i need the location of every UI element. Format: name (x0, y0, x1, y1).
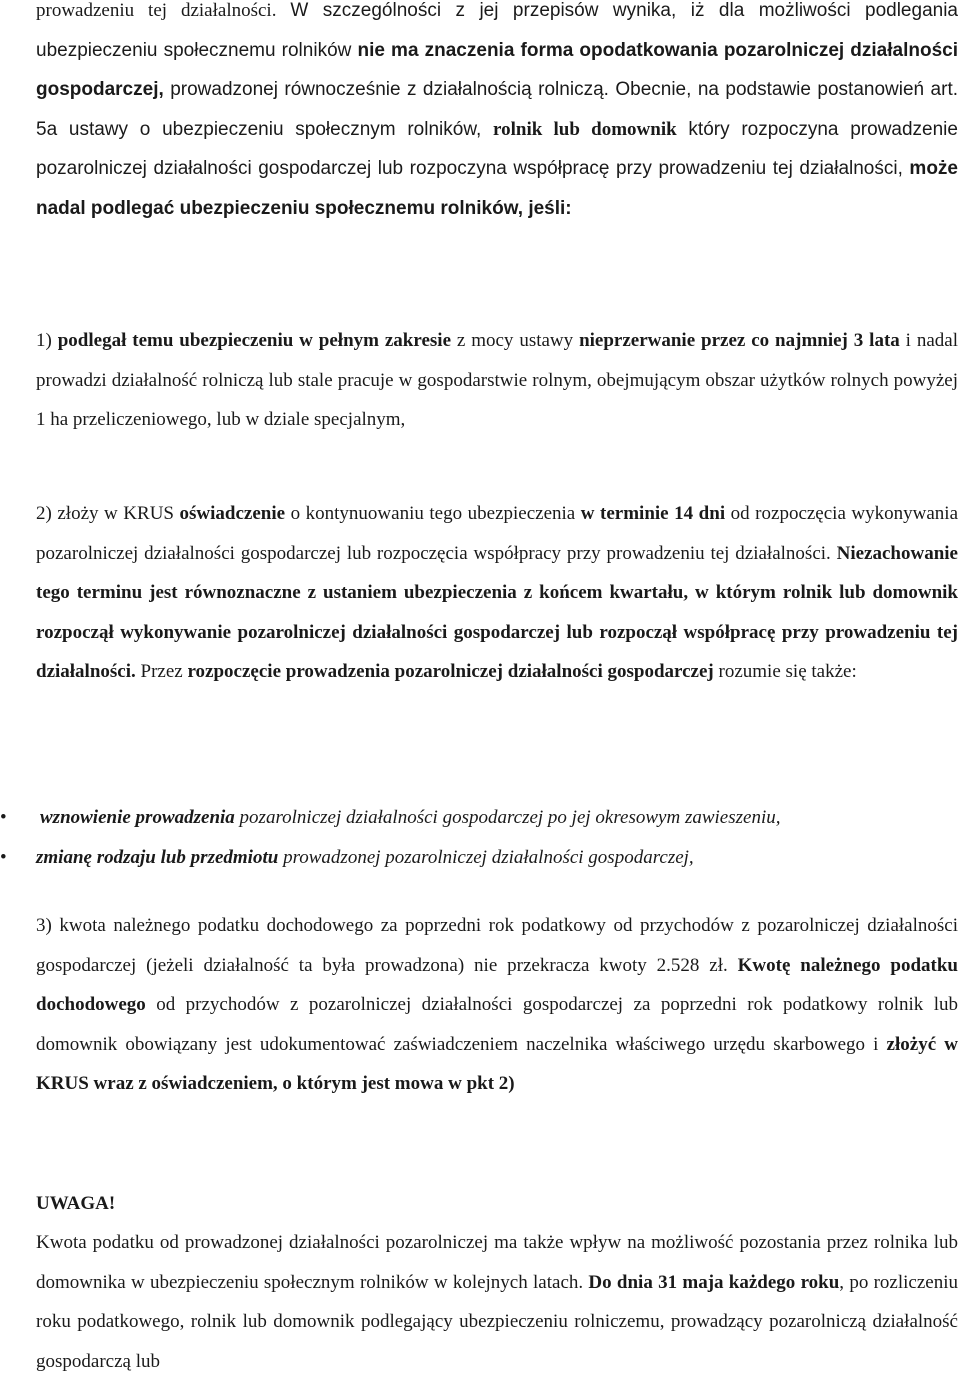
text-span-bold: Niezachowanie tego terminu jest równoznaczne z ustaniem ubezpieczenia z końcem kwartału, w którym rolnik lub domownik rozpoczął wykonywanie pozarolniczej działalności gospodarczej lub rozpoczął współpracę przy prowadzeniu tej działalności. (36, 542, 958, 682)
text-span-bold: podlegał temu ubezpieczeniu w pełnym zakresie (57, 330, 451, 351)
text-span: od rozpoczęcia wykonywania pozarolniczej działalności gospodarczej lub rozpoczęcia współpracy przy prowadzeniu tej działalności. (36, 503, 959, 564)
text-span-bold: UWAGA! (36, 1193, 116, 1214)
text-span-bold-italic: wznowienie prowadzenia (40, 807, 235, 828)
text-span-bold-italic: zmianę rodzaju lub przedmiotu (36, 846, 279, 868)
text-span-bold: złożyć w KRUS wraz z oświadczeniem, o którym jest mowa w pkt 2) (36, 1033, 958, 1094)
text-span: od przychodów z pozarolniczej działalności gospodarczej za poprzedni rok podatkowy rolnik lub domownik obowiązany jest udokumentować zaświadczeniem naczelnika właściwego urzędu skarbowego i (36, 994, 958, 1055)
text-span-bold: Kwotę należnego podatku dochodowego (36, 954, 958, 1015)
text-span-italic: prowadzonej pozarolniczej działalności gospodarczej, (278, 846, 694, 868)
text-span: 3) kwota należnego podatku dochodowego za poprzedni rok podatkowy od przychodów z pozarolniczej działalności gospodarczej (jeżeli działalność ta była prowadzona) nie przekracza kwoty 2.528 zł. (36, 915, 958, 976)
text-span: Przez (135, 661, 188, 682)
text-span-bold: może nadal podlegać ubezpieczeniu społecznemu rolników, jeśli: (36, 158, 958, 219)
bullet-list (0, 798, 958, 877)
text-span: , po rozliczeniu roku podatkowego, rolnik lub domownik podlegający ubezpieczeniu rolniczemu, prowadzący pozarolniczą działalność gospodarczą lub (36, 1271, 958, 1372)
text-span: 2) złoży w KRUS (36, 503, 180, 524)
bullet-icon: • (0, 846, 7, 868)
text-span: o kontynuowaniu tego ubezpieczenia (285, 503, 581, 524)
text-span: prowadzonej równocześnie z działalnością rolniczą. Obecnie, na podstawie postanowień art. 5a ustawy o ubezpieczeniu społecznym rolników, (36, 79, 958, 140)
list-item (0, 838, 958, 878)
text-span: W szczególności z jej przepisów wynika, iż dla możliwości podlegania ubezpieczeniu społecznemu rolników (36, 0, 958, 61)
paragraph-point-3 (36, 906, 958, 1104)
bullet-icon: • (0, 807, 7, 828)
text-span-bold: rolnik lub domownik (493, 118, 677, 140)
text-span: i nadal prowadzi działalność rolniczą lub stale pracuje w gospodarstwie rolnym, obejmującym obszar użytków rolnych powyżej 1 ha przeliczeniowego, lub w dziale specjalnym, (36, 330, 958, 430)
text-span: 1) (36, 330, 58, 351)
text-span: z mocy ustawy (451, 330, 580, 351)
text-span: rozumie się także: (713, 661, 857, 682)
text-span-italic: pozarolniczej działalności gospodarczej po jej okresowym zawieszeniu, (234, 807, 781, 828)
paragraph-point-2 (36, 494, 958, 692)
text-span-bold: w terminie 14 dni (580, 503, 726, 524)
text-span: Kwota podatku od prowadzonej działalności pozarolniczej ma także wpływ na możliwość pozostania przez rolnika lub domownika w ubezpieczeniu społecznym rolników w kolejnych latach. (36, 1232, 958, 1293)
text-span-bold: rozpoczęcie prowadzenia pozarolniczej działalności gospodarczej (187, 661, 714, 682)
text-span-bold: oświadczenie (179, 503, 286, 524)
text-span-bold: Do dnia 31 maja każdego roku (588, 1271, 840, 1293)
paragraph-intro (36, 0, 958, 228)
text-span: prowadzeniu tej działalności. (36, 0, 291, 21)
paragraph-warning (36, 1223, 958, 1381)
paragraph-point-1 (36, 321, 958, 440)
list-item (0, 798, 958, 838)
text-span-bold: nie ma znaczenia forma opodatkowania pozarolniczej działalności gospodarczej, (36, 39, 958, 100)
text-span-bold: nieprzerwanie przez co najmniej 3 lata (579, 330, 900, 351)
warning-heading (36, 1184, 958, 1224)
text-span: który rozpoczyna prowadzenie pozarolniczej działalności gospodarczej lub rozpoczyna współpracę przy prowadzeniu tej działalności, (36, 118, 958, 179)
